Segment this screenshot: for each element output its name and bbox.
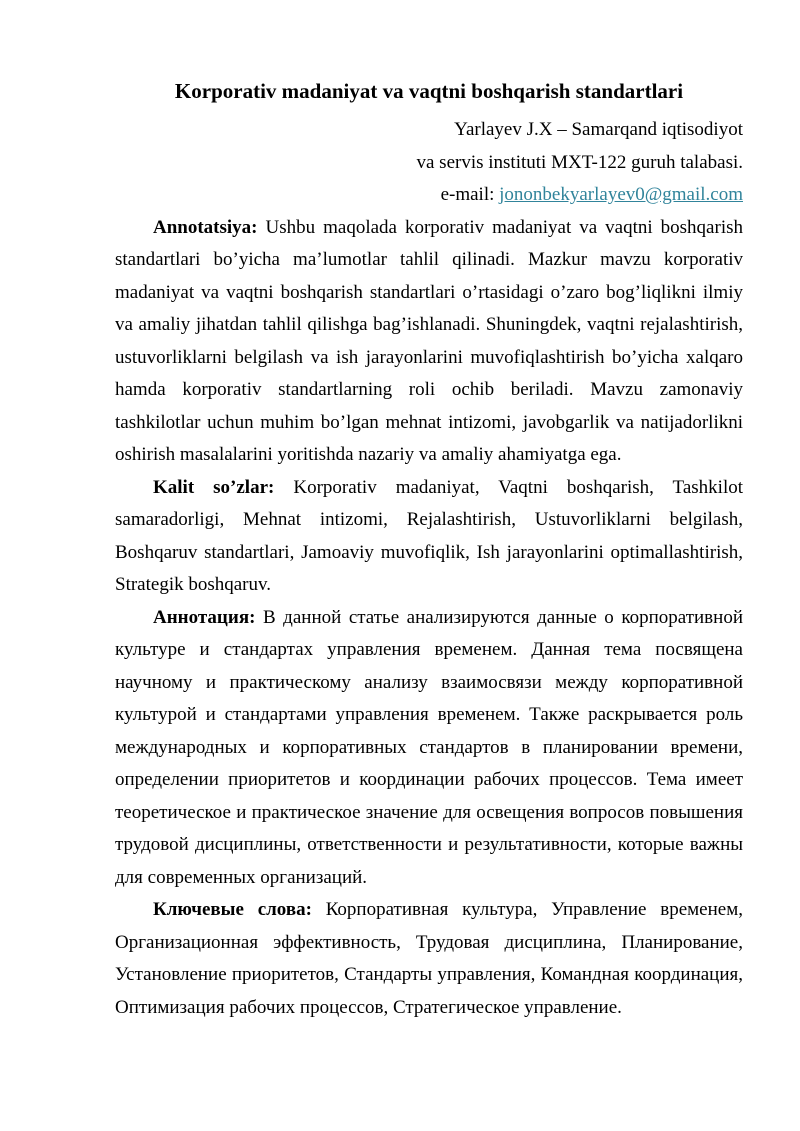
paragraph-lead-annotatsiya: Annotatsiya: <box>153 216 258 238</box>
paragraph-annotaciya-ru <box>115 602 743 895</box>
author-block <box>115 114 743 212</box>
paragraph-lead-annotaciya-ru: Аннотация: <box>153 606 256 628</box>
paragraph-text-annotatsiya: Ushbu maqolada korporativ madaniyat va vaqtni boshqarish standartlari bo’yicha ma’lumotlar tahlil qilinadi. Mazkur mavzu korporativ madaniyat va vaqtni boshqarish standartlari o’rtasidagi o’zaro bog’liqlikni ilmiy va amaliy jihatdan tahlil qilishga bag’ishlanadi. Shuningdek, vaqtni rejalashtirish, ustuvorliklarni belgilash va ish jarayonlarini muvofiqlashtirish bo’yicha xalqaro hamda korporativ standartlarning roli ochib beriladi. Mavzu zamonaviy tashkilotlar uchun muhim bo’lgan mehnat intizomi, javobgarlik va natijadorlikni oshirish masalalarini yoritishda nazariy va amaliy ahamiyatga ega. <box>115 216 743 465</box>
paragraph-text-kalit-sozlar: Korporativ madaniyat, Vaqtni boshqarish, Tashkilot samaradorligi, Mehnat intizomi, Rejalashtirish, Ustuvorliklarni belgilash, Boshqaruv standartlari, Jamoaviy muvofiqlik, Ish jarayonlarini optimallashtirish, Strategik boshqaruv. <box>115 476 743 595</box>
paragraph-text-annotaciya-ru: В данной статье анализируются данные о корпоративной культуре и стандартах управления временем. Данная тема посвящена научному и практическому анализу взаимосвязи между корпоративной культурой и стандартами управления временем. Также раскрывается роль международных и корпоративных стандартов в планировании времени, определении приоритетов и координации рабочих процессов. Тема имеет теоретическое и практическое значение для освещения вопросов повышения трудовой дисциплины, ответственности и результативности, которые важны для современных организаций. <box>115 606 743 888</box>
paragraph-lead-kalit-sozlar: Kalit so’zlar: <box>153 476 275 498</box>
paragraph-klyuchevye-slova <box>115 894 743 1024</box>
author-line: Yarlayev J.X – Samarqand iqtisodiyot <box>454 119 743 140</box>
paragraph-text-klyuchevye-slova: Корпоративная культура, Управление временем, Организационная эффективность, Трудовая дисциплина, Планирование, Установление приоритетов, Стандарты управления, Командная координация, Оптимизация рабочих процессов, Стратегическое управление. <box>115 899 743 1018</box>
paragraph-lead-klyuchevye-slova: Ключевые слова: <box>153 899 312 920</box>
paragraph-annotatsiya <box>115 212 743 472</box>
affiliation-line: va servis instituti MXT-122 guruh talabasi. <box>416 151 743 173</box>
email-label: e-mail: <box>440 184 500 205</box>
paragraph-kalit-sozlar <box>115 472 743 602</box>
email-link[interactable]: jononbekyarlayev0@gmail.com <box>499 184 743 205</box>
email-line <box>115 179 743 212</box>
article-title: Korporativ madaniyat va vaqtni boshqarish standartlari <box>174 79 684 103</box>
